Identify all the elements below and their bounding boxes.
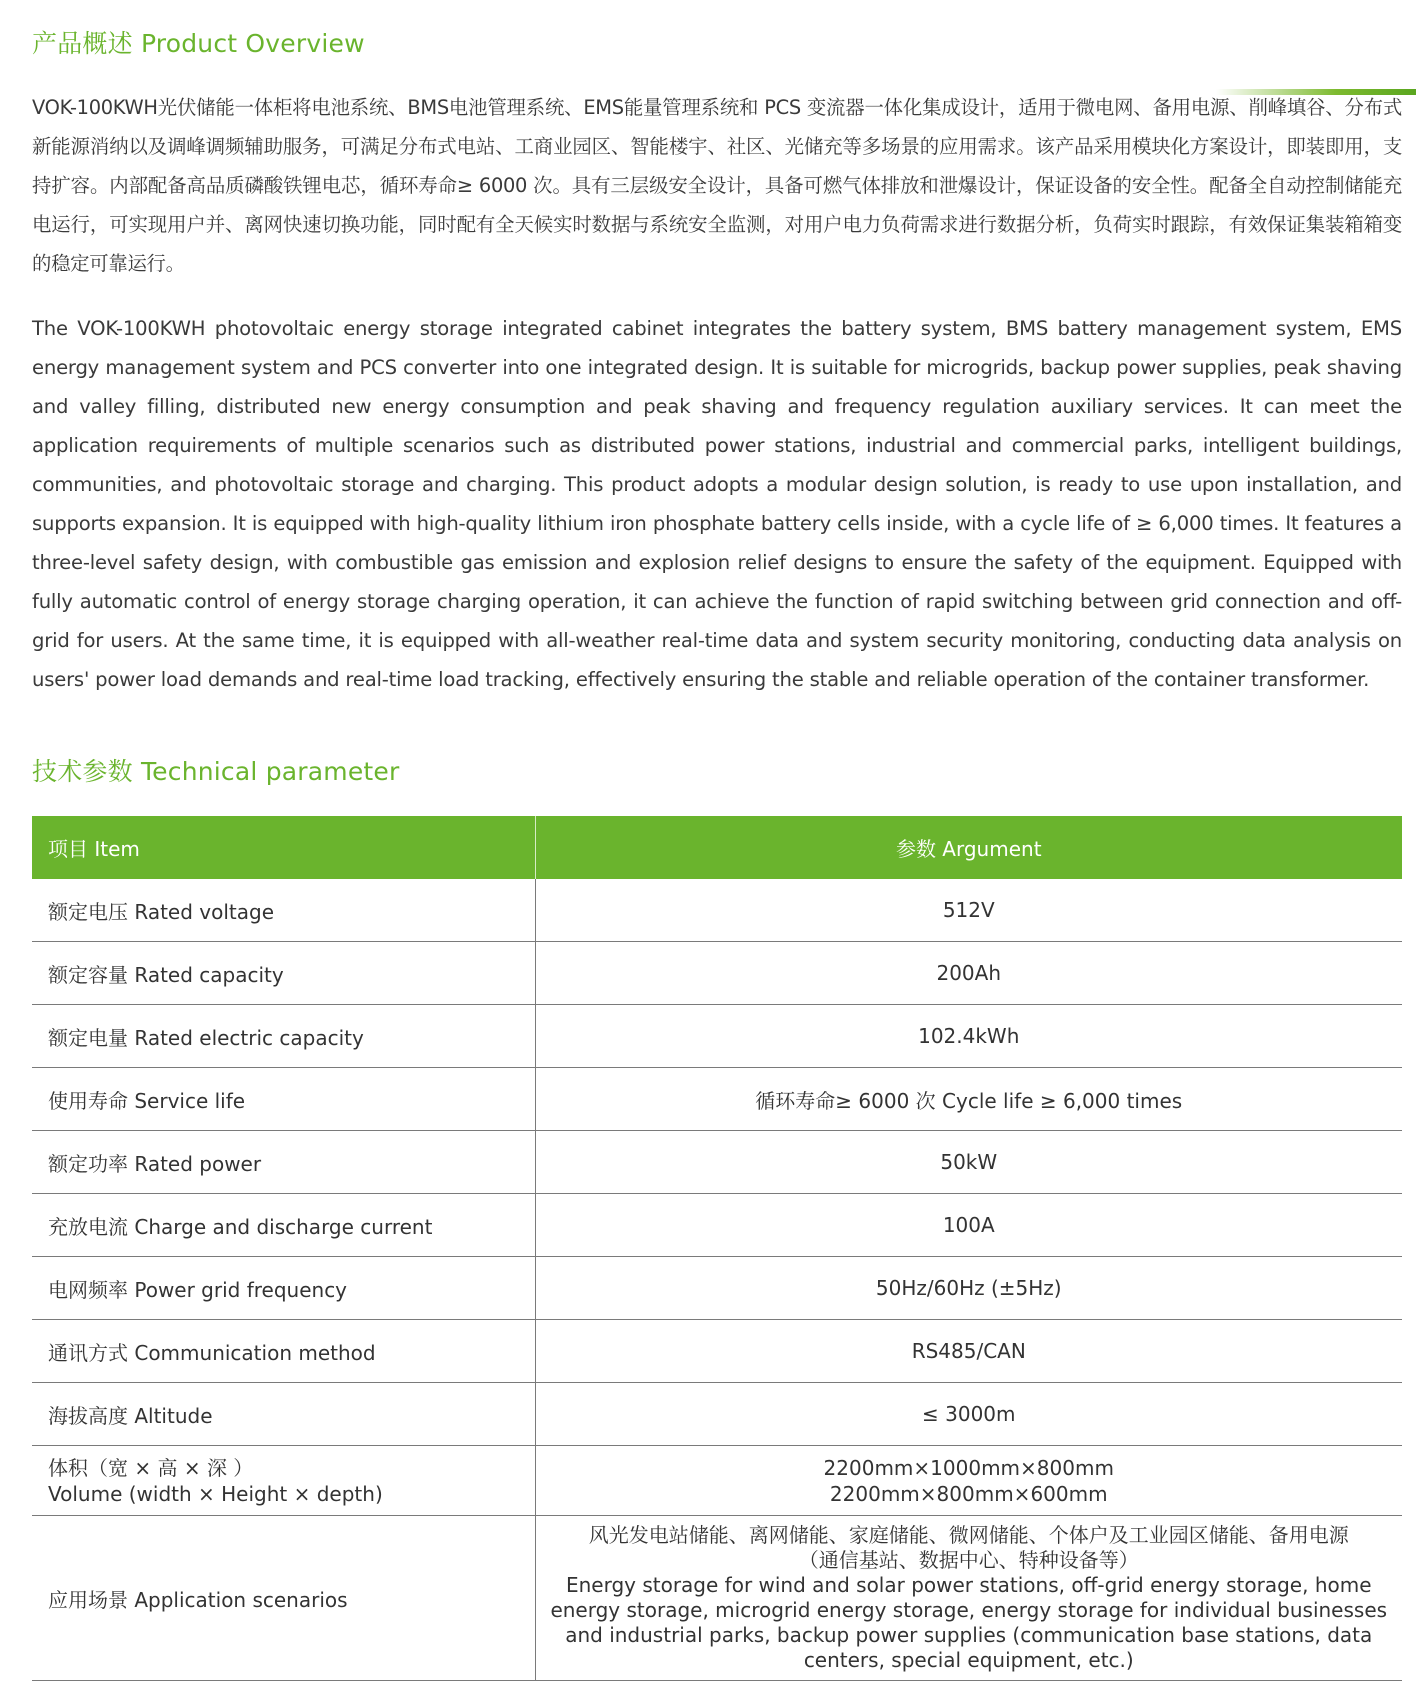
table-row [32, 942, 1402, 1005]
volume-item-zh: 体积（宽 × 高 × 深 ） [48, 1455, 254, 1480]
overview-text-zh: VOK-100KWH光伏储能一体柜将电池系统、BMS电池管理系统、EMS能量管理系统和 PCS 变流器一体化集成设计，适用于微电网、备用电源、削峰填谷、分布式新能源消纳以及调峰调频辅助服务，可满足分布式电站、工商业园区、智能楼宇、社区、光储充等多场景的应用需求。该产品采用模块化方案设计，即装即用，支持扩容。内部配备高品质磷酸铁锂电芯，循环寿命≥ 6000 次。具有三层级安全设计，具备可燃气体排放和泄爆设计，保证设备的安全性。配备全自动控制储能充电运行，可实现用户并、离网快速切换功能，同时配有全天候实时数据与系统安全监测，对用户电力负荷需求进行数据分析，负荷实时跟踪，有效保证集装箱箱变的稳定可靠运行。 [32, 96, 1402, 275]
row-item-scenarios: 应用场景 Application scenarios [32, 1516, 535, 1681]
volume-value-1: 2200mm×1000mm×800mm [823, 1455, 1114, 1480]
row-value: ≤ 3000m [535, 1383, 1402, 1446]
row-item: 额定电压 Rated voltage [32, 879, 535, 942]
row-item: 通讯方式 Communication method [32, 1320, 535, 1383]
table-row [32, 1320, 1402, 1383]
row-value: 512V [535, 879, 1402, 942]
row-value: 102.4kWh [535, 1005, 1402, 1068]
table-row [32, 1383, 1402, 1446]
row-value: 50kW [535, 1131, 1402, 1194]
table-row [32, 1257, 1402, 1320]
spec-table [32, 816, 1402, 1681]
row-value: 循环寿命≥ 6000 次 Cycle life ≥ 6,000 times [535, 1068, 1402, 1131]
scenarios-zh-line2: （通信基站、数据中心、特种设备等） [798, 1548, 1139, 1572]
table-row-volume [32, 1446, 1402, 1516]
row-value-volume [535, 1446, 1402, 1516]
row-value: 200Ah [535, 942, 1402, 1005]
row-value-scenarios [535, 1516, 1402, 1681]
row-item: 额定功率 Rated power [32, 1131, 535, 1194]
row-value: 100A [535, 1194, 1402, 1257]
row-item: 额定电量 Rated electric capacity [32, 1005, 535, 1068]
scenarios-zh-line1: 风光发电站储能、离网储能、家庭储能、微网储能、个体户及工业园区储能、备用电源 [588, 1523, 1349, 1547]
table-row [32, 1068, 1402, 1131]
spec-table-header [32, 816, 1402, 879]
table-row [32, 1005, 1402, 1068]
volume-value-2: 2200mm×800mm×600mm [829, 1481, 1108, 1506]
row-item: 使用寿命 Service life [32, 1068, 535, 1131]
header-argument: 参数 Argument [535, 816, 1402, 879]
overview-text-en: The VOK-100KWH photovoltaic energy storage integrated cabinet integrates the battery system, BMS battery management system, EMS energy management system and PCS converter into one integrated design. It is suitable for microgrids, backup power supplies, peak shaving and valley filling, distributed new energy consumption and peak shaving and frequency regulation auxiliary services. It can meet the application requirements of multiple scenarios such as distributed power stations, industrial and commercial parks, intelligent buildings, communities, and photovoltaic storage and charging. This product adopts a modular design solution, is ready to use upon installation, and supports expansion. It is equipped with high-quality lithium iron phosphate battery cells inside, with a cycle life of ≥ 6,000 times. It features a three-level safety design, with combustible gas emission and explosion relief designs to ensure the safety of the equipment. Equipped with fully automatic control of energy storage charging operation, it can achieve the function of rapid switching between grid connection and off-grid for users. At the same time, it is equipped with all-weather real-time data and system security monitoring, conducting data analysis on users' power load demands and real-time load tracking, effectively ensuring the stable and reliable operation of the container transformer. [32, 317, 1402, 691]
row-item-volume [32, 1446, 535, 1516]
table-row [32, 879, 1402, 942]
scenarios-en: Energy storage for wind and solar power stations, off-grid energy storage, home energy storage, microgrid energy storage, energy storage for individual businesses and industrial parks, backup power supplies (communication base stations, data centers, special equipment, etc.) [550, 1573, 1388, 1672]
row-value: 50Hz/60Hz (±5Hz) [535, 1257, 1402, 1320]
technical-title: 技术参数 Technical parameter [32, 757, 400, 786]
header-item: 项目 Item [32, 816, 535, 879]
table-row-scenarios [32, 1516, 1402, 1681]
table-row [32, 1194, 1402, 1257]
row-item: 电网频率 Power grid frequency [32, 1257, 535, 1320]
table-row [32, 1131, 1402, 1194]
row-value: RS485/CAN [535, 1320, 1402, 1383]
volume-item-en: Volume (width × Height × depth) [48, 1481, 383, 1506]
overview-title: 产品概述 Product Overview [32, 29, 365, 58]
row-item: 海拔高度 Altitude [32, 1383, 535, 1446]
row-item: 额定容量 Rated capacity [32, 942, 535, 1005]
row-item: 充放电流 Charge and discharge current [32, 1194, 535, 1257]
